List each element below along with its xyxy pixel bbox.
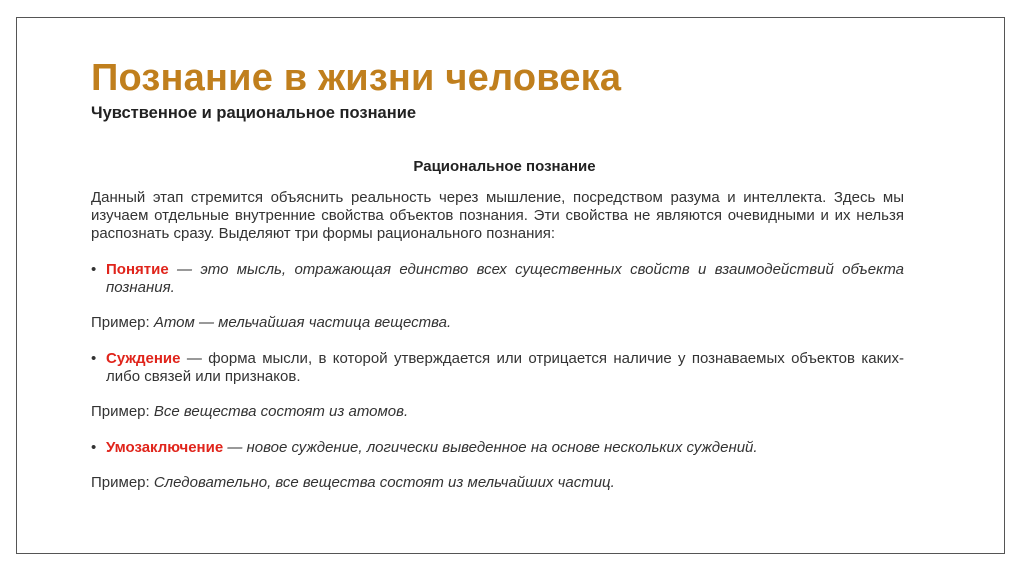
intro-paragraph: Данный этап стремится объяснить реальность через мышление, посредством разума и интеллекта. Здесь мы изучаем отдельные внутренние свойства объектов познания. Эти свойства не являются очевидными и их нельзя распознать сразу. Выделяют три формы рационального познания: bbox=[91, 189, 904, 242]
term-inference: Умозаключение bbox=[106, 439, 224, 456]
slide-body bbox=[91, 189, 904, 492]
bullet-icon: • bbox=[91, 439, 97, 456]
bullet-icon: • bbox=[91, 261, 97, 278]
form-item-inference bbox=[91, 439, 904, 457]
slide-subtitle: Чувственное и рациональное познание bbox=[91, 104, 417, 122]
example-text: Атом — мельчайшая частица вещества. bbox=[153, 314, 452, 331]
example-label: Пример: bbox=[91, 314, 154, 331]
section-title: Рациональное познание bbox=[413, 158, 596, 175]
example-judgment bbox=[91, 403, 904, 421]
bullet-icon: • bbox=[91, 350, 97, 367]
dash: — bbox=[223, 439, 247, 456]
example-label: Пример: bbox=[91, 403, 150, 420]
term-judgment: Суждение bbox=[106, 350, 181, 367]
definition-concept: это мысль, отражающая единство всех существенных свойств и взаимодействий объекта познания. bbox=[106, 261, 904, 296]
form-item-concept bbox=[91, 261, 904, 297]
term-concept: Понятие bbox=[106, 261, 169, 278]
slide-title: Познание в жизни человека bbox=[91, 57, 622, 99]
dash: — bbox=[168, 261, 201, 278]
example-label: Пример: bbox=[91, 474, 154, 491]
example-text: Следовательно, все вещества состоят из мельчайших частиц. bbox=[153, 474, 615, 491]
dash: — bbox=[180, 350, 209, 367]
definition-inference: новое суждение, логически выведенное на основе нескольких суждений. bbox=[246, 439, 758, 456]
definition-judgment: форма мысли, в которой утверждается или отрицается наличие у познаваемых объектов каких-либо связей или признаков. bbox=[106, 350, 905, 385]
form-item-judgment bbox=[91, 350, 904, 386]
example-text: Все вещества состоят из атомов. bbox=[149, 403, 409, 420]
example-inference bbox=[91, 474, 904, 492]
example-concept bbox=[91, 314, 904, 332]
